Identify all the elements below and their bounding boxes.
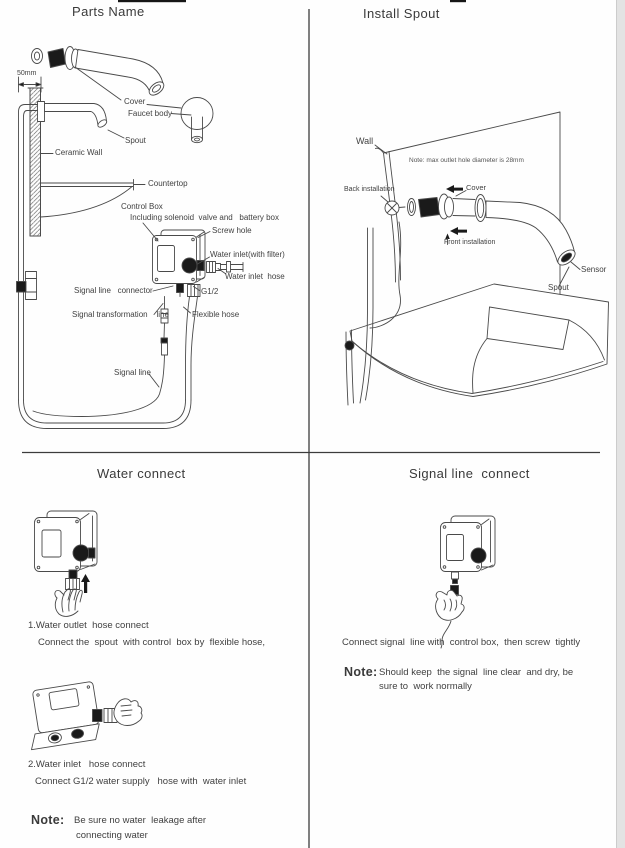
label-sensor: Sensor [581,265,607,274]
up-arrow-icon [81,574,90,593]
label-faucet-body: Faucet body [128,109,173,118]
label-control-box: Control Box [121,202,163,211]
label-water-inlet: Water inlet(with filter) [210,250,285,259]
label-cover: Cover [124,97,146,106]
label-50mm: 50mm [17,70,37,77]
water-note-line2: connecting water [76,830,148,841]
label-g12: G1/2 [201,287,219,296]
label-flexible-hose: Flexible hose [192,310,240,319]
left-arrow-icon [450,227,467,235]
section-title-parts-name: Parts Name [72,4,145,19]
water-step1-body: Connect the spout with control box by flexible hose, [38,637,266,648]
control-box [153,230,206,284]
label-back-installation: Back installation [344,186,395,193]
label-screw-hole: Screw hole [212,226,252,235]
water-step2-title: 2.Water inlet hose connect [28,759,146,770]
wall-panel [376,112,561,296]
water-connect-figure-2 [22,681,142,749]
section-title-water-connect: Water connect [97,466,186,481]
label-wall: Wall [356,136,374,146]
exploded-faucet [32,47,167,98]
label-ceramic-wall: Ceramic Wall [55,148,103,157]
water-connect-figure-1 [35,511,98,616]
signal-note-line2: sure to work normally [379,681,472,692]
signal-note-label: Note: [344,665,378,679]
label-signal-line-connector: Signal line connector [74,286,153,295]
water-note-label: Note: [31,813,65,827]
label-signal-line: Signal line [114,368,151,377]
install-spout-diagram [345,112,609,405]
signal-note-line1: Should keep the signal line clear and dry, be [379,667,574,678]
signal-body: Connect signal line with control box, then screw tightly [342,637,581,648]
label-water-inlet-hose: Water inlet hose [225,272,285,281]
left-arrow-icon [446,185,463,193]
basin-arc [41,187,132,217]
under-box-connectors [177,284,201,297]
section-title-install-spout: Install Spout [363,6,440,21]
signal-connect-figure [436,516,495,648]
water-step2-body: Connect G1/2 water supply hose with water inlet [35,776,247,787]
faucet-end-view [181,98,213,143]
install-pipes [345,222,401,405]
label-spout-install: Spout [548,283,569,292]
label-cover-install: Cover [466,183,487,192]
water-inlet-hose-art [207,262,244,273]
label-spout: Spout [125,136,146,145]
label-max-hole-note: Note: max outlet hole diameter is 28mm [409,157,524,164]
label-front-installation: Front installation [444,239,496,246]
install-faucet-assembly [385,194,578,268]
section-title-signal-connect: Signal line connect [409,466,530,481]
countertop-lines [41,180,146,218]
hand-icon [114,699,142,726]
spout-side-view [38,102,109,129]
label-signal-transformation-line: Signal transformation line [72,310,169,319]
basin [350,284,609,397]
label-countertop: Countertop [148,179,188,188]
hand-icon [55,589,82,617]
label-control-box-desc: Including solenoid valve and battery box [130,213,279,222]
water-step1-title: 1.Water outlet hose connect [28,620,149,631]
water-note-line1: Be sure no water leakage after [74,815,207,826]
